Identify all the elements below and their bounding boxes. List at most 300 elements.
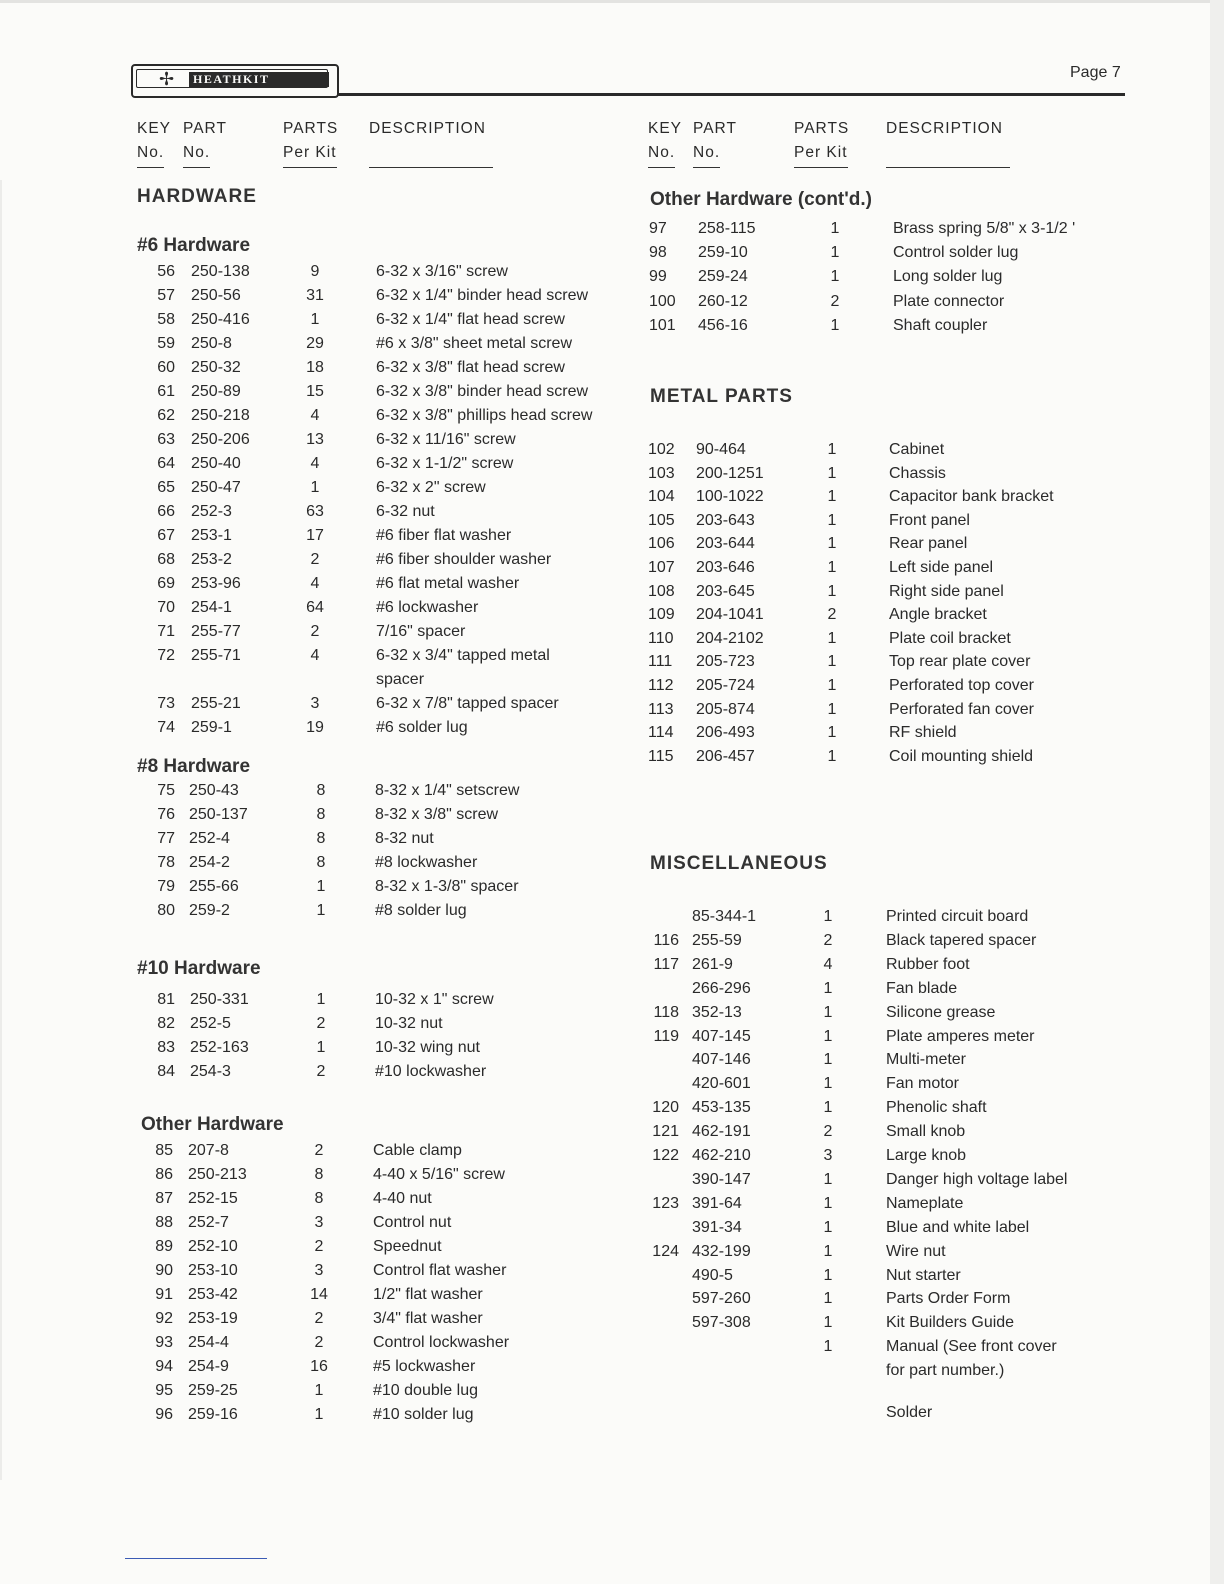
right-misc-row-qty: 1 — [823, 979, 833, 997]
right-metal-row-key: 111 — [648, 653, 673, 671]
left-h6-row-desc: 6-32 x 2" screw — [376, 479, 486, 496]
left-h10-row-part: 254-3 — [190, 1063, 231, 1080]
right-misc-row-qty: 1 — [823, 1242, 833, 1260]
right-metal-row-qty: 1 — [827, 535, 837, 553]
right-misc-row-desc: Fan motor — [886, 1075, 959, 1093]
right-misc-row-qty: 4 — [823, 955, 833, 973]
left-other-row-key: 93 — [155, 1334, 173, 1351]
scan-top-edge — [0, 0, 1210, 3]
right-metal-row-part: 205-723 — [696, 653, 755, 671]
left-other-row-qty: 2 — [314, 1238, 324, 1255]
right-metal-row-part: 206-457 — [696, 747, 755, 765]
left-other-row-desc: #10 double lug — [373, 1382, 478, 1399]
left-other-row-part: 253-19 — [188, 1310, 238, 1327]
left-h10-row-qty: 2 — [316, 1015, 326, 1032]
right-misc-row-key: 118 — [653, 1003, 679, 1021]
left-h10-row-key: 81 — [157, 991, 175, 1008]
left-h10-row-part: 252-5 — [190, 1015, 231, 1032]
right-metal-row-key: 112 — [648, 677, 674, 694]
right-misc-row-desc: Phenolic shaft — [886, 1099, 987, 1117]
left-h6-row-desc: #6 lockwasher — [376, 599, 479, 616]
right-metal-row-key: 102 — [648, 441, 675, 458]
right-misc-row-part: 490-5 — [692, 1266, 733, 1284]
right-metal-row-part: 204-1041 — [696, 606, 764, 624]
left-h10-row-part: 252-163 — [190, 1039, 249, 1056]
left-other-row-part: 252-15 — [188, 1190, 238, 1207]
left-other-row-qty: 16 — [310, 1358, 328, 1375]
right-misc-row-part: 432-199 — [692, 1242, 751, 1260]
right-misc-row-qty: 1 — [823, 1338, 833, 1356]
right-metal-row-part: 206-493 — [696, 724, 755, 742]
right-misc-row-qty: 1 — [823, 1314, 833, 1332]
right-misc-row-part: 597-260 — [692, 1290, 751, 1308]
left-other-row-key: 88 — [155, 1214, 173, 1231]
left-other-row-key: 87 — [155, 1190, 173, 1207]
left-h6-row-key: 56 — [157, 263, 175, 280]
left-h10-row-key: 83 — [157, 1039, 175, 1056]
right-misc-row-key: 117 — [653, 955, 679, 973]
left-h6-row-desc: 6-32 x 1/4" binder head screw — [376, 287, 589, 304]
left-h6-row-desc: 6-32 x 7/8" tapped spacer — [376, 695, 559, 712]
section-title-miscellaneous: MISCELLANEOUS — [650, 853, 828, 874]
left-h8-row-key: 76 — [157, 806, 175, 823]
right-metal-row-desc: Perforated fan cover — [889, 700, 1034, 718]
left-h6-row-desc: 6-32 x 1-1/2" screw — [376, 455, 514, 472]
left-h6-row-key: 72 — [157, 647, 175, 664]
right-metal-row-qty: 1 — [827, 441, 837, 458]
right-misc-row-desc: Black tapered spacer — [886, 931, 1037, 949]
right-other-cont-row-qty: 1 — [830, 220, 840, 237]
right-metal-row-qty: 1 — [827, 511, 837, 529]
section-title-hardware: HARDWARE — [137, 186, 257, 207]
right-metal-row-qty: 1 — [827, 629, 837, 647]
left-h8-row-qty: 1 — [316, 878, 326, 895]
right-metal-row-part: 205-874 — [696, 700, 755, 718]
right-metal-row-key: 113 — [648, 700, 674, 718]
left-h6-row-qty: 64 — [306, 599, 324, 616]
left-h6-row-qty: 1 — [310, 479, 320, 496]
right-misc-row-desc: Silicone grease — [886, 1003, 996, 1021]
right-header-part: PART No. — [693, 117, 737, 168]
right-misc-row-part: 462-191 — [692, 1123, 751, 1141]
right-metal-row-part: 200-1251 — [696, 464, 764, 482]
right-metal-row-desc: Perforated top cover — [889, 677, 1034, 694]
right-misc-row-desc: Printed circuit board — [886, 908, 1029, 925]
left-h6-row-desc: 6-32 x 3/8" flat head screw — [376, 359, 565, 376]
heathkit-logo — [131, 64, 337, 96]
right-other-cont-row-qty: 1 — [830, 244, 840, 262]
left-other-row-part: 259-16 — [188, 1406, 238, 1423]
right-misc-row-desc: Nameplate — [886, 1194, 964, 1212]
right-misc-row-desc: Fan blade — [886, 979, 958, 997]
right-metal-row-key: 114 — [648, 724, 674, 742]
left-h6-row-key: 57 — [157, 287, 175, 304]
left-h6-row-qty: 18 — [306, 359, 324, 376]
right-misc-row-desc: Large knob — [886, 1147, 967, 1164]
right-metal-row-desc: Right side panel — [889, 582, 1004, 600]
left-h8-row-desc: #8 lockwasher — [375, 854, 478, 871]
right-metal-row-part: 205-724 — [696, 677, 755, 694]
left-header-description: DESCRIPTION — [369, 117, 493, 168]
right-other-cont-row-desc: Shaft coupler — [893, 316, 988, 334]
right-metal-row-key: 107 — [648, 559, 675, 576]
left-h6-row-qty: 19 — [306, 719, 324, 736]
footer-rule — [125, 1558, 267, 1559]
right-metal-row-part: 90-464 — [696, 441, 746, 458]
left-other-row-key: 86 — [155, 1166, 173, 1183]
right-other-cont-row-desc: Long solder lug — [893, 268, 1003, 286]
right-metal-row-part: 204-2102 — [696, 629, 764, 647]
left-other-row-desc: 4-40 x 5/16" screw — [373, 1166, 505, 1183]
right-header-parts: PARTS Per Kit — [794, 117, 849, 168]
right-metal-row-desc: Coil mounting shield — [889, 747, 1034, 765]
left-h6-row-qty: 31 — [306, 287, 324, 304]
left-h8-row-part: 252-4 — [189, 830, 230, 847]
left-h6-row-part: 250-416 — [191, 311, 250, 328]
left-h8-row-desc: 8-32 x 1/4" setscrew — [375, 782, 520, 799]
left-h8-row-qty: 8 — [316, 782, 326, 799]
right-metal-row-key: 115 — [648, 747, 674, 765]
left-h8-row-qty: 8 — [316, 854, 326, 871]
left-h6-row-part: 253-96 — [191, 575, 241, 592]
right-misc-row-qty: 1 — [823, 1266, 833, 1284]
left-h6-row-part: 252-3 — [191, 503, 232, 520]
left-h10-row-key: 82 — [157, 1015, 175, 1032]
left-other-row-qty: 2 — [314, 1334, 324, 1351]
left-h8-row-desc: 8-32 x 1-3/8" spacer — [375, 878, 519, 895]
logo-text: HEATHKIT — [193, 72, 270, 86]
right-metal-row-key: 108 — [648, 582, 675, 600]
right-misc-row-qty: 1 — [823, 1027, 833, 1045]
section-title-other-hardware: Other Hardware — [141, 1114, 284, 1135]
right-metal-row-qty: 1 — [827, 488, 837, 506]
left-h8-row-part: 250-137 — [189, 806, 248, 823]
right-metal-row-desc: Cabinet — [889, 441, 945, 458]
right-metal-row-qty: 1 — [827, 653, 837, 671]
right-misc-row-qty: 1 — [823, 1099, 833, 1117]
right-header-key: KEY No. — [648, 117, 682, 168]
left-h6-row-qty: 15 — [306, 383, 324, 400]
left-h6-row-key: 70 — [157, 599, 175, 616]
right-misc-row-part: 391-64 — [692, 1194, 742, 1212]
left-h8-row-key: 75 — [157, 782, 175, 799]
section-title-other-hardware-contd: Other Hardware (cont'd.) — [650, 189, 872, 210]
right-misc-row-qty: 1 — [823, 908, 833, 925]
right-metal-row-part: 203-645 — [696, 582, 755, 600]
right-misc-row-desc: Manual (See front cover — [886, 1338, 1057, 1356]
right-misc-row-key: 119 — [653, 1027, 679, 1045]
left-h6-row-qty: 4 — [310, 647, 320, 664]
right-misc-row-qty: 2 — [823, 931, 833, 949]
left-h6-row-qty: 17 — [306, 527, 324, 544]
right-metal-row-key: 110 — [648, 629, 674, 647]
left-h6-row-key: 68 — [157, 551, 175, 568]
right-misc-row-desc: for part number.) — [886, 1362, 1005, 1380]
left-other-row-key: 85 — [155, 1142, 173, 1159]
right-misc-row-part: 261-9 — [692, 955, 733, 973]
left-h6-row-key: 74 — [157, 719, 175, 736]
right-misc-row-qty: 1 — [823, 1170, 833, 1188]
left-h6-row-desc: 6-32 x 3/8" phillips head screw — [376, 407, 593, 424]
right-metal-row-desc: Front panel — [889, 511, 970, 529]
left-h6-row-key: 59 — [157, 335, 175, 352]
right-misc-row-part: 391-34 — [692, 1218, 742, 1236]
right-misc-row-desc: Small knob — [886, 1123, 966, 1141]
right-metal-row-desc: Rear panel — [889, 535, 968, 553]
left-h6-row-key: 58 — [157, 311, 175, 328]
left-h6-row-key: 71 — [157, 623, 175, 640]
left-h6-row-key: 62 — [157, 407, 175, 424]
right-misc-row-part: 420-601 — [692, 1075, 751, 1093]
left-h6-row-part: 255-77 — [191, 623, 241, 640]
left-h6-row-part: 255-21 — [191, 695, 241, 712]
right-misc-row-qty: 2 — [823, 1123, 833, 1141]
left-h6-row-desc: 6-32 nut — [376, 503, 435, 520]
left-other-row-desc: Control nut — [373, 1214, 452, 1231]
left-h6-row-qty: 9 — [310, 263, 320, 280]
right-metal-row-desc: Plate coil bracket — [889, 629, 1011, 647]
left-h6-row-part: 250-138 — [191, 263, 250, 280]
left-other-row-desc: 1/2" flat washer — [373, 1286, 483, 1303]
right-other-cont-row-key: 97 — [649, 220, 667, 237]
left-other-row-qty: 1 — [314, 1382, 324, 1399]
right-other-cont-row-key: 101 — [649, 316, 676, 334]
right-misc-row-key: 121 — [652, 1123, 679, 1141]
left-other-row-desc: #5 lockwasher — [373, 1358, 476, 1375]
logo-emblem-icon: ✢ — [159, 69, 175, 89]
left-h6-row-part: 254-1 — [191, 599, 232, 616]
right-metal-row-part: 203-646 — [696, 559, 755, 576]
right-misc-row-part: 597-308 — [692, 1314, 751, 1332]
page-number: Page 7 — [1070, 64, 1121, 81]
left-h8-row-key: 78 — [157, 854, 175, 871]
left-h6-row-qty: 4 — [310, 407, 320, 424]
left-h6-row-qty: 1 — [310, 311, 320, 328]
left-other-row-desc: 3/4" flat washer — [373, 1310, 483, 1327]
left-h8-row-qty: 8 — [316, 830, 326, 847]
left-h8-row-desc: #8 solder lug — [375, 902, 467, 919]
left-h6-row-qty: 2 — [310, 551, 320, 568]
right-other-cont-row-part: 456-16 — [698, 316, 748, 334]
right-metal-row-desc: Chassis — [889, 464, 946, 482]
left-h6-row-part: 250-56 — [191, 287, 241, 304]
right-metal-row-desc: Angle bracket — [889, 606, 987, 624]
right-metal-row-qty: 1 — [827, 724, 837, 742]
left-h6-row-desc: 6-32 x 3/16" screw — [376, 263, 508, 280]
right-metal-row-qty: 1 — [827, 464, 837, 482]
right-metal-row-qty: 2 — [827, 606, 837, 624]
right-misc-row-qty: 1 — [823, 1290, 833, 1308]
scan-left-edge — [0, 180, 2, 1480]
section-title-8-hardware: #8 Hardware — [137, 756, 251, 777]
left-h6-row-desc: 7/16" spacer — [376, 623, 466, 640]
left-header-part: PART No. — [183, 117, 227, 168]
right-misc-row-desc: Rubber foot — [886, 955, 970, 973]
right-misc-row-qty: 1 — [823, 1194, 833, 1212]
left-other-row-key: 94 — [155, 1358, 173, 1375]
right-misc-row-part: 407-146 — [692, 1051, 751, 1069]
right-other-cont-row-part: 260-12 — [698, 292, 748, 310]
left-other-row-desc: Control lockwasher — [373, 1334, 510, 1351]
left-h10-row-desc: 10-32 nut — [375, 1015, 443, 1032]
section-title-10-hardware: #10 Hardware — [137, 958, 261, 979]
left-other-row-part: 250-213 — [188, 1166, 247, 1183]
right-other-cont-row-part: 259-10 — [698, 244, 748, 262]
right-metal-row-qty: 1 — [827, 700, 837, 718]
right-other-cont-row-qty: 2 — [830, 292, 840, 310]
right-misc-row-qty: 1 — [823, 1218, 833, 1236]
left-h6-row-key: 61 — [157, 383, 175, 400]
left-h6-row-part: 250-89 — [191, 383, 241, 400]
right-misc-row-desc: Blue and white label — [886, 1218, 1030, 1236]
right-other-cont-row-qty: 1 — [830, 268, 840, 286]
left-h8-row-key: 79 — [157, 878, 175, 895]
right-metal-row-key: 103 — [648, 464, 675, 482]
right-misc-row-key: 123 — [652, 1194, 679, 1212]
left-other-row-qty: 1 — [314, 1406, 324, 1423]
left-h6-row-key: 64 — [157, 455, 175, 472]
left-h6-row-qty: 63 — [306, 503, 324, 520]
right-metal-row-desc: RF shield — [889, 724, 957, 742]
left-h6-row-desc: #6 flat metal washer — [376, 575, 520, 592]
left-h6-row-part: 250-32 — [191, 359, 241, 376]
left-h6-row-desc: #6 fiber shoulder washer — [376, 551, 552, 568]
left-h6-row-key: 73 — [157, 695, 175, 712]
left-other-row-part: 259-25 — [188, 1382, 238, 1399]
left-h10-row-key: 84 — [157, 1063, 175, 1080]
right-metal-row-key: 106 — [648, 535, 675, 553]
right-misc-row-part: 352-13 — [692, 1003, 742, 1021]
right-misc-row-qty: 1 — [823, 1003, 833, 1021]
left-h6-row-qty: 4 — [310, 455, 320, 472]
left-h6-row-qty: 4 — [310, 575, 320, 592]
right-metal-row-desc: Left side panel — [889, 559, 994, 576]
left-h8-row-part: 254-2 — [189, 854, 230, 871]
right-misc-row-desc: Solder — [886, 1404, 933, 1421]
left-h8-row-key: 77 — [157, 830, 175, 847]
left-header-key: KEY No. — [137, 117, 171, 168]
right-metal-row-qty: 1 — [827, 677, 837, 694]
left-h10-row-qty: 1 — [316, 1039, 326, 1056]
left-other-row-part: 253-10 — [188, 1262, 238, 1279]
right-misc-row-desc: Parts Order Form — [886, 1290, 1011, 1308]
right-metal-row-qty: 1 — [827, 747, 837, 765]
header-rule — [337, 93, 1125, 96]
left-h10-row-qty: 2 — [316, 1063, 326, 1080]
left-other-row-part: 253-42 — [188, 1286, 238, 1303]
right-misc-row-qty: 1 — [823, 1075, 833, 1093]
left-other-row-desc: #10 solder lug — [373, 1406, 474, 1423]
left-h6-row-part: 250-47 — [191, 479, 241, 496]
left-other-row-key: 89 — [155, 1238, 173, 1255]
right-misc-row-part: 85-344-1 — [692, 908, 757, 925]
left-h10-row-desc: 10-32 x 1" screw — [375, 991, 494, 1008]
left-h6-row-part: 255-71 — [191, 647, 241, 664]
left-other-row-key: 92 — [155, 1310, 173, 1327]
scan-right-edge — [1210, 0, 1224, 1584]
left-other-row-key: 95 — [155, 1382, 173, 1399]
right-metal-row-part: 100-1022 — [696, 488, 764, 506]
right-metal-row-key: 109 — [648, 606, 675, 624]
left-other-row-part: 252-7 — [188, 1214, 229, 1231]
right-metal-row-qty: 1 — [827, 559, 837, 576]
left-h6-row-part: 253-2 — [191, 551, 232, 568]
left-other-row-key: 90 — [155, 1262, 173, 1279]
left-other-row-desc: 4-40 nut — [373, 1190, 432, 1207]
left-h6-row-part: 259-1 — [191, 719, 232, 736]
right-misc-row-part: 266-296 — [692, 979, 751, 997]
left-h6-row-qty: 3 — [310, 695, 320, 712]
right-header-description: DESCRIPTION — [886, 117, 1010, 168]
left-h6-row-key: 66 — [157, 503, 175, 520]
right-other-cont-row-part: 259-24 — [698, 268, 748, 286]
left-h6-row-part: 250-218 — [191, 407, 250, 424]
left-h10-row-desc: #10 lockwasher — [375, 1063, 487, 1080]
left-other-row-qty: 8 — [314, 1190, 324, 1207]
left-other-row-desc: Control flat washer — [373, 1262, 507, 1279]
right-metal-row-key: 105 — [648, 511, 675, 529]
right-misc-row-key: 116 — [653, 931, 679, 949]
left-other-row-qty: 14 — [310, 1286, 328, 1303]
left-other-row-qty: 2 — [314, 1142, 324, 1159]
left-other-row-part: 207-8 — [188, 1142, 229, 1159]
right-metal-row-qty: 1 — [827, 582, 837, 600]
left-h8-row-part: 255-66 — [189, 878, 239, 895]
right-misc-row-key: 120 — [652, 1099, 679, 1117]
section-title-metal-parts: METAL PARTS — [650, 386, 793, 407]
left-h6-row-part: 250-8 — [191, 335, 232, 352]
right-metal-row-part: 203-643 — [696, 511, 755, 529]
left-h6-row-qty: 29 — [306, 335, 324, 352]
left-h6-row-desc: 6-32 x 3/8" binder head screw — [376, 383, 589, 400]
left-header-parts: PARTS Per Kit — [283, 117, 338, 168]
left-h8-row-qty: 1 — [316, 902, 326, 919]
left-h8-row-desc: 8-32 x 3/8" screw — [375, 806, 499, 823]
right-misc-row-qty: 1 — [823, 1051, 833, 1069]
left-h6-row-key: 65 — [157, 479, 175, 496]
left-h8-row-part: 250-43 — [189, 782, 239, 799]
right-misc-row-part: 462-210 — [692, 1147, 751, 1164]
left-h6-row-desc: spacer — [376, 671, 425, 688]
left-h6-row-desc: #6 solder lug — [376, 719, 468, 736]
left-other-row-desc: Speednut — [373, 1238, 442, 1255]
left-h10-row-qty: 1 — [316, 991, 326, 1008]
left-h8-row-part: 259-2 — [189, 902, 230, 919]
left-h8-row-qty: 8 — [316, 806, 326, 823]
right-metal-row-key: 104 — [648, 488, 675, 506]
right-other-cont-row-desc: Brass spring 5/8" x 3-1/2 ' — [893, 220, 1076, 237]
right-other-cont-row-desc: Plate connector — [893, 292, 1005, 310]
left-other-row-qty: 3 — [314, 1214, 324, 1231]
left-h10-row-part: 250-331 — [190, 991, 249, 1008]
right-other-cont-row-key: 99 — [649, 268, 667, 286]
left-other-row-qty: 8 — [314, 1166, 324, 1183]
left-h6-row-desc: 6-32 x 11/16" screw — [376, 431, 516, 448]
left-other-row-part: 254-4 — [188, 1334, 229, 1351]
right-other-cont-row-qty: 1 — [830, 316, 840, 334]
right-misc-row-part: 255-59 — [692, 931, 742, 949]
left-h6-row-desc: 6-32 x 1/4" flat head screw — [376, 311, 565, 328]
left-h6-row-desc: #6 fiber flat washer — [376, 527, 512, 544]
left-h6-row-part: 250-206 — [191, 431, 250, 448]
right-misc-row-desc: Kit Builders Guide — [886, 1314, 1015, 1332]
right-other-cont-row-key: 98 — [649, 244, 667, 262]
left-other-row-desc: Cable clamp — [373, 1142, 462, 1159]
left-h6-row-key: 69 — [157, 575, 175, 592]
left-h6-row-qty: 2 — [310, 623, 320, 640]
right-other-cont-row-key: 100 — [649, 292, 676, 310]
left-h6-row-key: 67 — [157, 527, 175, 544]
